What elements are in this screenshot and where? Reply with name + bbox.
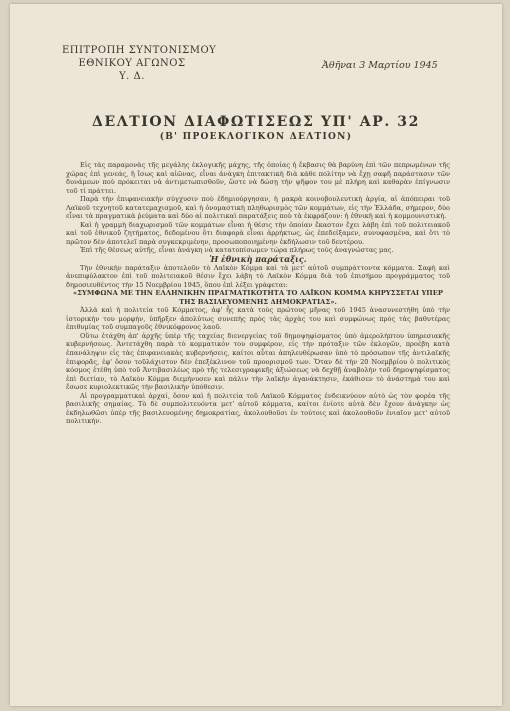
document-page <box>10 4 502 706</box>
paragraph: Παρὰ τὴν ἐπιφανειακὴν σύγχυσιν ποὺ ἐδημιούργησαν, ἡ μακρὰ κοινοβουλευτικὴ ἀργία, αἱ ἀπόπειραι τοῦ Λαϊκοῦ τεχνητοῦ κατατεμαχισμοῦ, καὶ ἡ ὀνομαστικὴ πληθωρισμὸς τῶν κομμάτων, εἰς τὴν Ἑλλάδα, σήμερον, δύο εἶναι τὰ πραγματικὰ ῥεύματα καὶ δύο αἱ πολιτικαὶ παρατάξεις ποὺ τὰ ἐκφράζουν: ἡ ἐθνικὴ καὶ ἡ κομμουνιστική. <box>66 195 450 221</box>
paragraph: Τὴν ἐθνικὴν παράταξιν ἀποτελοῦν τὸ Λαϊκὸν Κόμμα καὶ τὰ μετ' αὐτοῦ συμπράττοντα κόμματα. Σαφὴ καὶ ἀνεπιφύλακτον ἐπὶ τοῦ πολιτειακοῦ θέσιν ἔχει λάβη τὸ Λαϊκὸν Κόμμα διὰ τοῦ ἐπισήμου προγράμματος τοῦ δημοσιευθέντος τὴν 15 Νοεμβρίου 1945, ὅπου ἐπὶ λέξει γράφεται: <box>66 263 450 289</box>
paragraph: Εἰς τὰς παραμονὰς τῆς μεγάλης ἐκλογικῆς μάχης, τῆς ὁποίας ἡ ἔκβασις θὰ βαρύνη ἐπὶ τῶν πεπρωμένων τῆς χώρας ἐπὶ γενεάς, ἢ ἴσως καὶ αἰῶνας, εἶναι ἀνάγκη ἐπιτακτικὴ διὰ κάθε πολίτην νὰ ἔχῃ σαφῆ παράστασιν τῶν δυνάμεων ποὺ πρόκειται νὰ ἀντιμετωπισθοῦν, ὥστε νὰ δώσῃ τὴν ψῆφον του μὲ πλήρη καὶ καθαρὰν ἐπίγνωσιν τοῦ τί πράττει. <box>66 161 450 195</box>
paragraph: Καὶ ἡ γραμμὴ διαχωρισμοῦ τῶν κομμάτων εἶναι ἡ θέσις τὴν ὁποίαν ἕκαστον ἔχει λάβη ἐπὶ τοῦ πολιτειακοῦ καὶ τοῦ ἐθνικοῦ ζητήματος, δεδομένου ὅτι διαφορὰ εἶναι ἀρρήκτως, ὡς ἐπεδείξαμεν, συνυφασμένα, καὶ ὅτι τὸ πρῶτον δὲν ἀποτελεῖ παρὰ συγκεκριμένην, προσωποποιημένην ἐκδήλωσιν τοῦ δευτέρου. <box>66 220 450 246</box>
document-body <box>66 161 450 426</box>
issue-date: Ἀθῆναι 3 Μαρτίου 1945 <box>322 60 438 71</box>
section-heading: Ἡ ἐθνικὴ παράταξις. <box>209 254 307 265</box>
paragraph: Οὕτω ἐτάχθη ἀπ' ἀρχῆς ὑπὲρ τῆς ταχείας διενεργείας τοῦ δημοψηφίσματος ὑπὸ ἀμερολήπτου ὑπηρεσιακῆς κυβερνήσεως. Ἀντετάχθη παρὰ τὸ κομματικόν του συμφέρον, εἰς τὴν πρόταξιν τῶν ἐκλογῶν, προέβη κατὰ ἐπανάληψιν εἰς τὰς ἐπιφανειακὰς κυβερνήσεις, καίτοι αὗται ἀπηλευθέρωσαν ὑπὸ τὸ πρόσωπον τῆς ἀντιλαϊκῆς ἐπιφορᾶς, ἐφ' ὅσον τοῦλάχιστον δὲν ἐπεξέκλινον τοῦ προορισμοῦ των. Ὅταν δὲ τὴν 20 Νοεμβρίου ὁ πολιτικὸς κόσμος ἐτέθη ὑπὸ τοῦ Ἀντιβασιλέως πρὸ τῆς τελεσιγραφικῆς ἀξιώσεως νὰ δεχθῇ ἀναβολὴν τοῦ δημοψηφίσματος ἐπὶ διετίαν, τὸ Λαϊκὸν Κόμμα διεμήνυσεν καὶ πάλιν τὴν λαϊκὴν ἀγανάκτησιν, ἐκάθισεν τὸ ἀνάστημά του καὶ ἔσωσε κυριολεκτικῶς τὴν βασιλικὴν ὑπόθεσιν. <box>66 331 450 392</box>
issuer-line-3: Υ. Δ. <box>119 71 145 82</box>
paragraph: Ἀλλὰ καὶ ἡ πολιτεία τοῦ Κόμματος, ἀφ' ἧς κατὰ τοὺς πρώτους μῆνας τοῦ 1945 ἀνασυνεστήθη ὑπὸ τὴν ἱστορικήν του μορφήν, ὑπῆρξεν ἀπολύτως συνεπὴς πρὸς τὰς ἀρχὰς του καὶ συμφώνως πρὸς τὰς βαθυτέρας ἐπιθυμίας τοῦ συμπαγοῦς ἐθνικόφρονος λαοῦ. <box>66 306 450 332</box>
paragraph: Ἐπὶ τῆς θέσεως αὐτῆς, εἶναι ἀνάγκη νὰ κατατοπίσωμεν τώρα πλήρως τοὺς ἀναγνώστας μας. <box>80 246 394 255</box>
issuer-line-2: ΕΘΝΙΚΟΥ ΑΓΩΝΟΣ <box>78 58 186 69</box>
quoted-statement: «ΣΥΜΦΩΝΑ ΜΕ ΤΗΝ ΕΛΛΗΝΙΚΗΝ ΠΡΑΓΜΑΤΙΚΟΤΗΤΑ ΤΟ ΛΑΪΚΟΝ ΚΟΜΜΑ ΚΗΡΥΣΣΕΤΑΙ ΥΠΕΡ ΤΗΣ ΒΑΣΙΛΕΥΟΜΕΝΗΣ ΔΗΜΟΚΡΑΤΙΑΣ». <box>72 289 444 306</box>
document-title: ΔΕΛΤΙΟΝ ΔΙΑΦΩΤΙΣΕΩΣ ΥΠ' ΑΡ. 32 <box>92 114 420 130</box>
paragraph: Αἱ προγραμματικαὶ ἀρχαί, ὅσον καὶ ἡ πολιτεία τοῦ Λαϊκοῦ Κόμματος ἐνδεικνύουν αὐτὸ ὡς τὸν φορέα τῆς βασιλικῆς σημαίας. Τὸ δὲ συμπολιτευόντα μετ' αὐτοῦ κόμματα, καίτοι ἐνίοτε αὐτὰ δὲν ἔχουν ἀνάγκην ὡς ἐκδηλωθῶσι ὑπὲρ τῆς βασιλευομένης δημοκρατίας, ἀκολουθοῦσι ἐν τούτοις καὶ ἀκολουθοῦν ἐνιαῖον μετ' αὐτοῦ πολιτικήν. <box>66 391 450 426</box>
document-subtitle: (Β' ΠΡΟΕΚΛΟΓΙΚΟΝ ΔΕΛΤΙΟΝ) <box>159 132 353 142</box>
issuer-block <box>62 44 217 83</box>
issuer-line-1: ΕΠΙΤΡΟΠΗ ΣΥΝΤΟΝΙΣΜΟΥ <box>62 45 217 56</box>
